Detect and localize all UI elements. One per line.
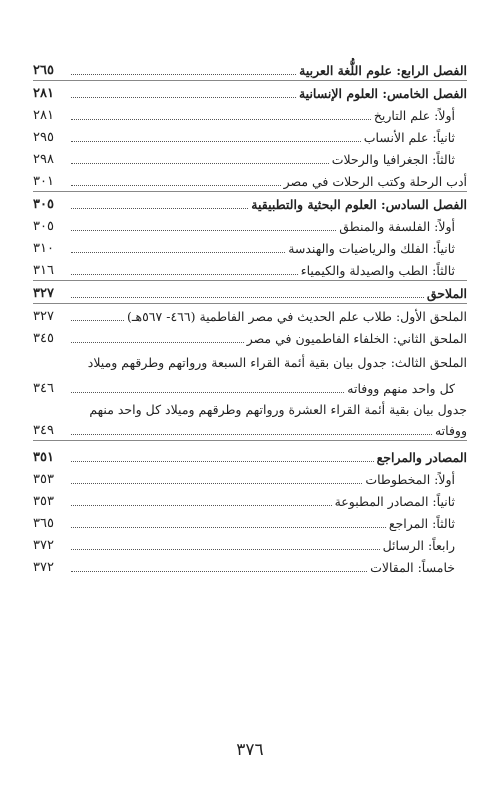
- dot-leader: [71, 549, 380, 550]
- toc-entry-continued: [33, 372, 467, 398]
- toc-entry: [33, 511, 467, 533]
- entry-title: المصادر والمراجع: [376, 450, 467, 465]
- dot-leader: [71, 461, 374, 462]
- entry-title: ثانياً: المصادر المطبوعة: [334, 494, 455, 509]
- entry-title: أدب الرحلة وكتب الرحلات في مصر: [283, 174, 467, 189]
- entry-page: ٣٠١: [33, 174, 54, 189]
- entry-title: كل واحد منهم ووفاته: [347, 381, 455, 396]
- entry-page: ٣٤٦: [33, 381, 54, 396]
- toc-entry: [33, 103, 467, 125]
- entry-page: ٣١٠: [33, 241, 54, 256]
- dot-leader: [71, 483, 362, 484]
- dot-leader: [71, 320, 124, 321]
- dot-leader: [71, 119, 371, 120]
- toc-entry: [33, 169, 467, 191]
- entry-page: ٣٤٥: [33, 331, 54, 346]
- entry-page: ٢٩٨: [33, 152, 54, 167]
- entry-title: الملحق الثاني: الخلفاء الفاطميون في مصر: [246, 331, 467, 346]
- entry-title: ثالثاً: الجغرافيا والرحلات: [331, 152, 455, 167]
- entry-page: ٣٦٥: [33, 516, 54, 531]
- entry-title: ثالثاً: المراجع: [388, 516, 455, 531]
- toc-entry: [33, 533, 467, 555]
- entry-title: ثالثاً: الطب والصيدلة والكيمياء: [300, 263, 455, 278]
- entry-title: ووفاته: [434, 423, 467, 438]
- dot-leader: [71, 342, 244, 343]
- entry-page: ٢٩٥: [33, 130, 54, 145]
- entry-page: ٣١٦: [33, 263, 54, 278]
- toc-entry: [33, 489, 467, 511]
- dot-leader: [71, 230, 336, 231]
- entry-title: الفصل السادس: العلوم البحثية والتطبيقية: [251, 197, 467, 212]
- dot-leader: [71, 97, 296, 98]
- dot-leader: [71, 297, 424, 298]
- entry-page: ٣٧٢: [33, 560, 54, 575]
- entry-title: أولاً: علم التاريخ: [373, 108, 455, 123]
- toc-entry: [33, 214, 467, 236]
- entry-page: ٣٥٣: [33, 472, 54, 487]
- dot-leader: [71, 392, 344, 393]
- entry-title: ثانياً: علم الأنساب: [363, 130, 455, 145]
- toc-entry: [33, 303, 467, 326]
- entry-title: الفصل الرابع: علوم اللُّغة العربية: [299, 63, 467, 78]
- entry-title: الفصل الخامس: العلوم الإنسانية: [298, 86, 467, 101]
- entry-page: ٢٨١: [33, 86, 54, 101]
- entry-title: الملحق الثالث: جدول بيان بقية أئمة القراء السبعة ورواتهم وطرقهم وميلاد: [87, 355, 467, 370]
- entry-page: ٣٥٣: [33, 494, 54, 509]
- dot-leader: [71, 208, 248, 209]
- dot-leader: [71, 571, 367, 572]
- toc-entry-appendices: [33, 280, 467, 303]
- entry-title: خامساً: المقالات: [370, 560, 455, 575]
- dot-leader: [71, 163, 329, 164]
- entry-page: ٣٠٥: [33, 197, 54, 212]
- toc-entry: [33, 147, 467, 169]
- entry-title: أولاً: المخطوطات: [365, 472, 455, 487]
- toc-entry-chapter-6: [33, 191, 467, 214]
- dot-leader: [71, 505, 332, 506]
- entry-page: ٣٥١: [33, 450, 54, 465]
- dot-leader: [71, 185, 281, 186]
- dot-leader: [71, 252, 285, 253]
- entry-page: ٢٨١: [33, 108, 54, 123]
- entry-title: جدول بيان بقية أئمة القراء العشرة ورواتهم وطرقهم وميلاد كل واحد منهم: [89, 402, 467, 417]
- entry-page: ٣٠٥: [33, 219, 54, 234]
- toc-entry: [33, 348, 467, 372]
- toc-entry: [33, 398, 467, 419]
- dot-leader: [71, 74, 296, 75]
- toc-entry: [33, 467, 467, 489]
- toc-entry-chapter-5: [33, 80, 467, 103]
- page-number: ٣٧٦: [236, 740, 264, 760]
- entry-page: ٣٧٢: [33, 538, 54, 553]
- toc-entry: [33, 258, 467, 280]
- entry-title: رابعاً: الرسائل: [382, 538, 455, 553]
- toc-entry: [33, 326, 467, 348]
- toc-entry: [33, 125, 467, 147]
- dot-leader: [71, 434, 432, 435]
- table-of-contents: [33, 58, 467, 577]
- toc-entry: [33, 555, 467, 577]
- dot-leader: [71, 274, 298, 275]
- toc-entry-sources: [33, 440, 467, 467]
- entry-title: الملحق الأول: طلاب علم الحديث في مصر الفاطمية (٤٦٦- ٥٦٧هـ): [126, 309, 467, 324]
- entry-title: الملاحق: [426, 286, 467, 301]
- entry-title: ثانياً: الفلك والرياضيات والهندسة: [288, 241, 455, 256]
- entry-page: ٣٢٧: [33, 309, 54, 324]
- toc-entry-chapter-4: [33, 58, 467, 80]
- toc-entry-continued: [33, 419, 467, 440]
- dot-leader: [71, 141, 361, 142]
- entry-page: ٣٤٩: [33, 423, 54, 438]
- dot-leader: [71, 527, 386, 528]
- entry-page: ٣٢٧: [33, 286, 54, 301]
- entry-title: أولاً: الفلسفة والمنطق: [339, 219, 455, 234]
- toc-entry: [33, 236, 467, 258]
- entry-page: ٢٦٥: [33, 63, 54, 78]
